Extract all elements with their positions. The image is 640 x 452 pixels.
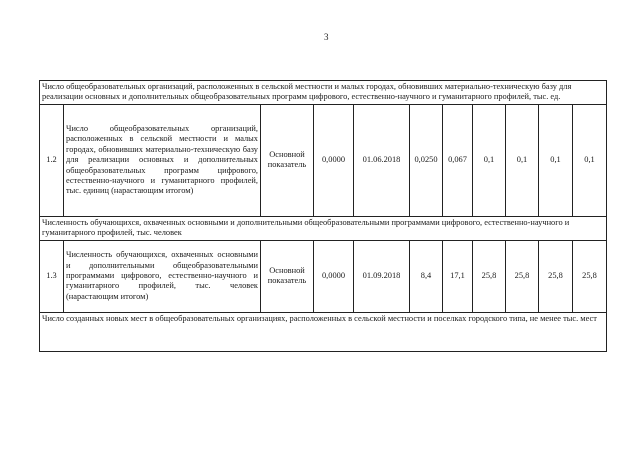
base-value: 0,0000: [314, 104, 354, 216]
indicator-number: 1.3: [40, 240, 64, 312]
page-number: 3: [324, 32, 329, 42]
year-value: 0,1: [506, 104, 539, 216]
year-value: 0,067: [443, 104, 473, 216]
section-header-row: [40, 81, 607, 105]
year-value: 25,8: [573, 240, 607, 312]
section-header-3: Число созданных новых мест в общеобразовательных организациях, расположенных в сельской местности и поселках городского типа, не менее тыс. мест: [40, 312, 607, 351]
section-header-2: Численность обучающихся, охваченных основными и дополнительными общеобразовательными программами цифрового, естественно-научного и гуманитарного профилей, тыс. человек: [40, 216, 607, 240]
section-header-row: [40, 312, 607, 351]
year-value: 0,1: [573, 104, 607, 216]
year-value: 25,8: [539, 240, 573, 312]
base-date: 01.09.2018: [354, 240, 410, 312]
table-row: [40, 240, 607, 312]
section-header-row: [40, 216, 607, 240]
base-value: 0,0000: [314, 240, 354, 312]
indicators-table: [39, 80, 607, 352]
table-row: [40, 104, 607, 216]
year-value: 0,0250: [410, 104, 443, 216]
indicator-type: Основной показатель: [261, 104, 314, 216]
year-value: 0,1: [473, 104, 506, 216]
indicator-type: Основной показатель: [261, 240, 314, 312]
indicator-name: Численность обучающихся, охваченных основными и дополнительными общеобразовательными программами цифрового, естественно-научного и гуманитарного профилей, тыс. человек (нарастающим итогом): [64, 240, 261, 312]
year-value: 25,8: [506, 240, 539, 312]
year-value: 17,1: [443, 240, 473, 312]
year-value: 0,1: [539, 104, 573, 216]
indicator-name: Число общеобразовательных организаций, расположенных в сельской местности и малых городах, обновивших материально-техническую базу для реализации основных и дополнительных общеобразовательных программ цифрового, естественно-научного и гуманитарного профилей, тыс. единиц (нарастающим итогом): [64, 104, 261, 216]
section-header-1: Число общеобразовательных организаций, расположенных в сельской местности и малых городах, обновивших материально-техническую базу для реализации основных и дополнительных общеобразовательных программ цифрового, естественно-научного и гуманитарного профилей, тыс. ед.: [40, 81, 607, 105]
year-value: 25,8: [473, 240, 506, 312]
indicator-number: 1.2: [40, 104, 64, 216]
year-value: 8,4: [410, 240, 443, 312]
base-date: 01.06.2018: [354, 104, 410, 216]
